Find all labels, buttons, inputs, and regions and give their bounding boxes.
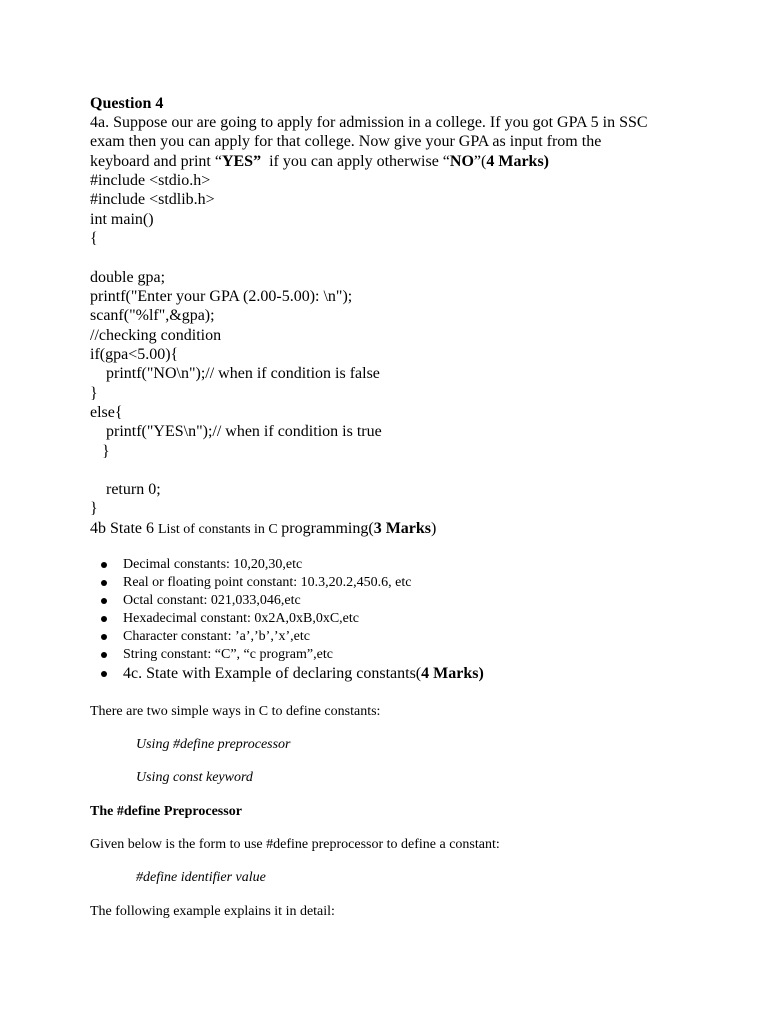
syntax-line: #define identifier value <box>136 870 266 885</box>
code-line: { <box>90 230 98 247</box>
code-line: scanf("%lf",&gpa); <box>90 307 215 324</box>
code-line: #include <stdio.h> <box>90 172 211 189</box>
question-4b-heading: 4b State 6 List of constants in C programming(3 Marks) <box>90 520 437 537</box>
code-line: #include <stdlib.h> <box>90 191 215 208</box>
code-line: } <box>90 385 98 402</box>
code-line: if(gpa<5.00){ <box>90 346 179 363</box>
list-item: String constant: “C”, “c program”,etc <box>123 647 333 662</box>
bullet-dot <box>101 580 107 586</box>
bullet-dot <box>101 634 107 640</box>
bullet-dot <box>101 616 107 622</box>
bullet-dot <box>101 598 107 604</box>
paragraph: The following example explains it in detail: <box>90 904 335 919</box>
question-4c-heading: 4c. State with Example of declaring constants(4 Marks) <box>123 665 484 682</box>
question-text-line: exam then you can apply for that college. Now give your GPA as input from the <box>90 133 602 150</box>
way-item: Using #define preprocessor <box>136 737 291 752</box>
code-line: } <box>90 500 98 517</box>
code-line: return 0; <box>90 481 161 498</box>
code-line: else{ <box>90 404 123 421</box>
bullet-dot <box>101 671 107 677</box>
code-line: printf("NO\n");// when if condition is false <box>90 365 380 382</box>
code-line: } <box>90 443 110 460</box>
bullet-dot <box>101 562 107 568</box>
way-item: Using const keyword <box>136 770 253 785</box>
question-text-line: 4a. Suppose our are going to apply for admission in a college. If you got GPA 5 in SSC <box>90 114 648 131</box>
question-heading: Question 4 <box>90 95 164 112</box>
code-line: printf("YES\n");// when if condition is true <box>90 423 382 440</box>
paragraph: There are two simple ways in C to define constants: <box>90 704 381 719</box>
code-line: printf("Enter your GPA (2.00-5.00): \n"); <box>90 288 353 305</box>
code-line: //checking condition <box>90 327 222 344</box>
bullet-dot <box>101 652 107 658</box>
paragraph: Given below is the form to use #define preprocessor to define a constant: <box>90 837 500 852</box>
list-item: Octal constant: 021,033,046,etc <box>123 593 301 608</box>
list-item: Real or floating point constant: 10.3,20.2,450.6, etc <box>123 575 412 590</box>
code-line: int main() <box>90 211 154 228</box>
list-item: Hexadecimal constant: 0x2A,0xB,0xC,etc <box>123 611 359 626</box>
list-item: Character constant: ’a’,’b’,’x’,etc <box>123 629 310 644</box>
section-heading: The #define Preprocessor <box>90 804 242 819</box>
list-item: Decimal constants: 10,20,30,etc <box>123 557 303 572</box>
code-line: double gpa; <box>90 269 166 286</box>
question-text-line: keyboard and print “YES” if you can apply otherwise “NO”(4 Marks) <box>90 153 549 170</box>
